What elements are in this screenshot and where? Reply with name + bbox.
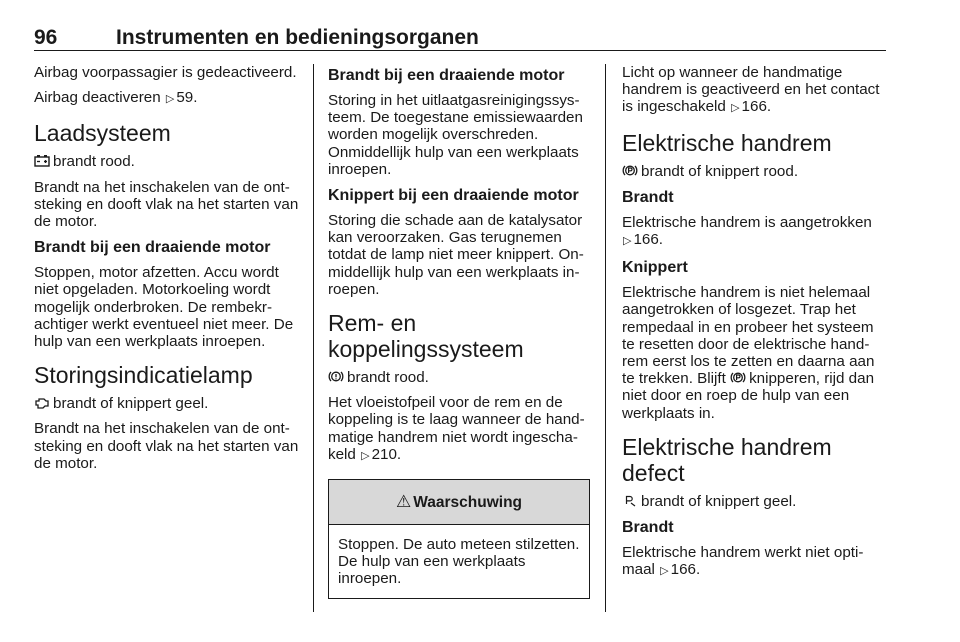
battery-icon xyxy=(34,154,50,167)
paragraph-text: Elektrische handrem is aangetrokken xyxy=(622,213,872,231)
paragraph xyxy=(622,214,886,250)
paragraph xyxy=(328,394,590,465)
page-ref: 166. xyxy=(633,231,664,249)
section-heading: Storingsindicatielamp xyxy=(34,362,253,389)
paragraph: Brandt na het inschakelen van de ontsteking en dooft vlak na het starten van de motor. xyxy=(34,420,299,472)
paragraph xyxy=(34,153,300,170)
section-heading: Laadsysteem xyxy=(34,120,171,147)
warning-text: Stoppen. De auto meteen stilzetten. De hulp van een werkplaats inroepen. xyxy=(338,536,580,588)
paragraph: Stoppen, motor afzetten. Accu wordt niet opgeladen. Motorkoeling wordt mogelijk onderbroken. De rembekrachtiger werkt eventueel niet meer. De hulp van een werkplaats inroepen. xyxy=(34,264,294,351)
section-heading: Elektrische handrem xyxy=(622,129,832,156)
warning-header xyxy=(329,480,589,525)
page-ref-arrow-icon: ▷ xyxy=(731,102,740,115)
section-heading: Elektrische handrem defect xyxy=(622,433,832,486)
indicator-text: brandt rood. xyxy=(347,369,429,387)
page-ref-arrow-icon: ▷ xyxy=(361,449,370,462)
paragraph-text: knipperen, rijd dan niet door en roep de hulp van een werkplaats in. xyxy=(622,370,875,422)
indicator-text: brandt of knippert geel. xyxy=(641,492,797,510)
paragraph xyxy=(34,395,300,412)
page-ref-arrow-icon: ▷ xyxy=(165,93,175,106)
paragraph xyxy=(34,89,300,108)
page-ref: 166. xyxy=(670,561,701,579)
warning-body xyxy=(329,525,589,598)
page-ref: 166. xyxy=(741,98,772,116)
indicator-text: brandt of knippert geel. xyxy=(53,395,209,413)
paragraph xyxy=(622,163,886,180)
section-heading: Rem- en koppelingssysteem xyxy=(328,310,524,363)
subsection-heading: Knippert bij een draaiende motor xyxy=(328,187,579,205)
page-header xyxy=(34,26,886,50)
brake-warning-icon xyxy=(328,370,344,383)
warning-title: Waarschuwing xyxy=(413,494,523,512)
warning-box xyxy=(328,479,590,599)
paragraph xyxy=(622,284,886,422)
parking-brake-icon xyxy=(730,371,746,384)
paragraph: Airbag voorpassagier is gedeactiveerd. xyxy=(34,64,297,81)
paragraph: Storing in het uitlaatgasreinigingssysteem. De toegestane emissiewaarden worden mogelijk overschreden. Onmiddellijk hulp van een werkplaats inroepen. xyxy=(328,92,583,178)
parking-brake-fault-icon xyxy=(622,494,638,507)
page-ref-arrow-icon: ▷ xyxy=(623,235,632,248)
column-1 xyxy=(34,64,300,480)
page-ref-arrow-icon: ▷ xyxy=(660,565,669,578)
subsection-heading: Brandt bij een draaiende motor xyxy=(328,67,565,84)
warning-triangle-icon: ⚠ xyxy=(395,492,412,512)
paragraph: Brandt na het inschakelen van de ontsteking en dooft vlak na het starten van de motor. xyxy=(34,178,299,231)
indicator-text: brandt rood. xyxy=(53,153,135,171)
header-rule xyxy=(34,50,886,51)
paragraph xyxy=(622,544,886,580)
paragraph-text: Elektrische handrem werkt niet optimaal xyxy=(622,544,864,579)
paragraph-text: Licht op wanneer de handmatige handrem is geactiveerd en het contact is ingeschakeld xyxy=(622,64,880,116)
column-divider xyxy=(313,64,314,612)
column-2 xyxy=(328,64,590,599)
parking-brake-icon xyxy=(622,164,638,177)
column-divider xyxy=(605,64,606,612)
subsection-heading: Brandt xyxy=(622,188,674,206)
engine-check-icon xyxy=(34,396,50,409)
page-number: 96 xyxy=(34,26,58,49)
paragraph: Storing die schade aan de katalysator kan veroorzaken. Gas terugnemen totdat de lamp niet meer knippert. Onmiddellijk hulp van een werkplaats inroepen. xyxy=(328,212,584,298)
paragraph xyxy=(328,369,590,386)
subsection-heading: Knippert xyxy=(622,259,688,277)
paragraph xyxy=(622,493,886,510)
paragraph-text: Elektrische handrem is niet helemaal aangetrokken of losgezet. Trap het rempedaal in en probeer het systeem te resetten door de elektrische handrem eerst los te zetten en daarna aan te trekken. Blijft xyxy=(622,284,875,388)
subsection-heading: Brandt xyxy=(622,519,674,537)
paragraph-text: Het vloeistofpeil voor de rem en de koppeling is te laag wanneer de handmatige handrem niet wordt ingeschakeld xyxy=(328,394,585,463)
page-title: Instrumenten en bedieningsorganen xyxy=(116,26,479,49)
paragraph-text: Airbag deactiveren xyxy=(34,89,161,107)
paragraph xyxy=(622,64,886,118)
indicator-text: brandt of knippert rood. xyxy=(641,162,799,180)
page-ref: 59. xyxy=(176,89,198,107)
page-ref: 210. xyxy=(371,445,402,463)
column-3 xyxy=(622,64,886,588)
subsection-heading: Brandt bij een draaiende motor xyxy=(34,239,271,257)
